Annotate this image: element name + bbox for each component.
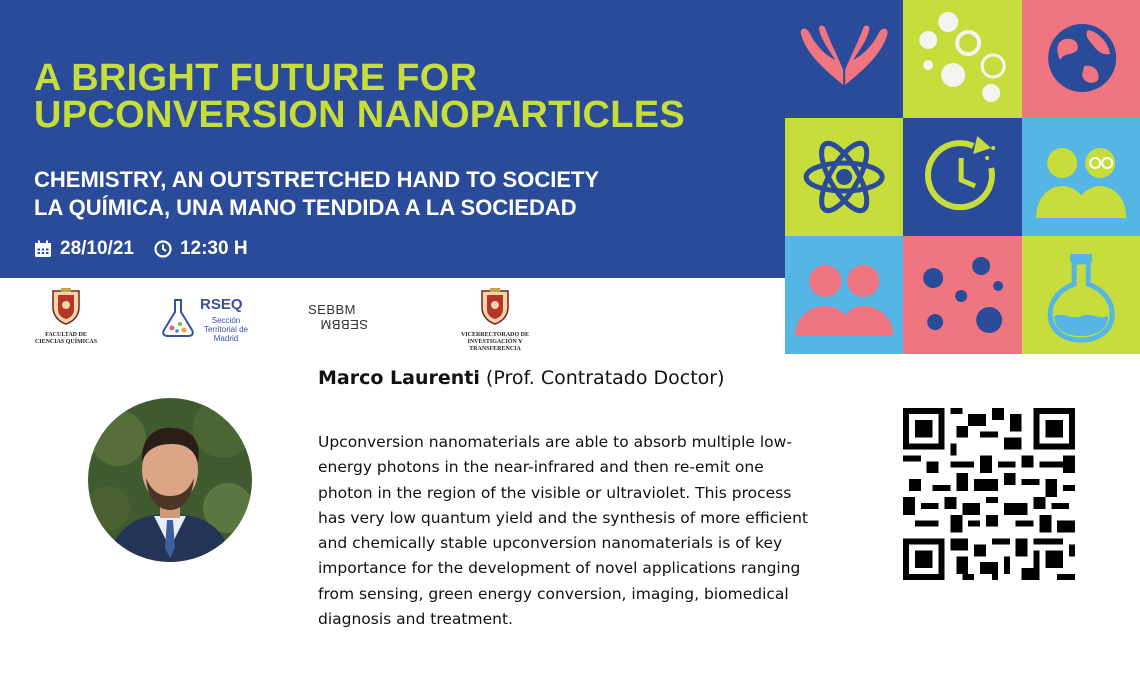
globe-icon (1022, 0, 1140, 118)
clock-arrow-icon (903, 118, 1021, 236)
clock-icon (154, 240, 172, 258)
event-date: 28/10/21 (60, 238, 134, 259)
subtitle-line-2: LA QUÍMICA, UNA MANO TENDIDA A LA SOCIEDAD (34, 195, 577, 220)
sebbm-text: SEBBM (308, 302, 357, 317)
logo-sebbm (308, 302, 398, 336)
university-crest-icon (50, 287, 82, 325)
logo-rseq (160, 296, 255, 346)
tile-atom (785, 118, 903, 236)
speaker-role: (Prof. Contratado Doctor) (485, 367, 725, 389)
tile-particles (903, 0, 1021, 118)
tile-nanoparticles (903, 236, 1021, 354)
event-banner (0, 0, 785, 278)
speaker-heading (318, 367, 725, 389)
rseq-name: RSEQ (200, 296, 243, 313)
tile-globe (1022, 0, 1140, 118)
people-icon (785, 236, 903, 354)
speaker-name: Marco Laurenti (318, 367, 480, 389)
nanoparticles-icon (903, 236, 1021, 354)
atom-icon (785, 118, 903, 236)
tile-hands (785, 0, 903, 118)
tile-clock (903, 118, 1021, 236)
vicerrectorado-caption: VICERRECTORADO DE INVESTIGACIÓN Y TRANSFERENCIA (460, 332, 530, 352)
event-subtitle (34, 166, 774, 222)
talk-abstract: Upconversion nanomaterials are able to absorb multiple low-energy photons in the near-infrared and then re-emit one photon in the region of the visible or ultraviolet. This process has very low quantum yield and the synthesis of more efficient and chemically stable upconversion nanomaterials is of key importance for the development of novel applications ranging from sensing, green energy conversion, imaging, biomedical diagnosis and treatment. (318, 433, 808, 629)
event-time: 12:30 H (179, 238, 248, 259)
particles-icon (903, 0, 1021, 118)
speaker-photo (88, 398, 252, 562)
rseq-subtitle: Sección Territorial de Madrid (203, 316, 248, 343)
tile-people (785, 236, 903, 354)
tile-scientists (1022, 118, 1140, 236)
title-line-1: A BRIGHT FUTURE FOR (34, 57, 478, 99)
rseq-flask-icon (160, 298, 196, 338)
icon-tiles-grid (785, 0, 1140, 354)
sebbm-mirrored-text: SEBBM (320, 317, 369, 332)
open-hands-icon (785, 0, 903, 118)
university-crest-icon (479, 287, 511, 325)
logo-faculty-chemistry (30, 287, 102, 346)
logo-vicerrectorado (455, 287, 535, 353)
tile-flask (1022, 236, 1140, 354)
scientists-icon (1022, 118, 1140, 236)
subtitle-line-1: CHEMISTRY, AN OUTSTRETCHED HAND TO SOCIETY (34, 167, 600, 192)
calendar-icon (34, 240, 52, 258)
flask-icon (1022, 236, 1140, 354)
event-title (34, 57, 774, 136)
title-line-2: UPCONVERSION NANOPARTICLES (34, 94, 686, 136)
event-datetime (34, 238, 248, 260)
faculty-caption: FACULTAD DE CIENCIAS QUÍMICAS (34, 332, 98, 345)
speaker-portrait (88, 398, 252, 562)
qr-code-icon[interactable] (903, 408, 1075, 580)
